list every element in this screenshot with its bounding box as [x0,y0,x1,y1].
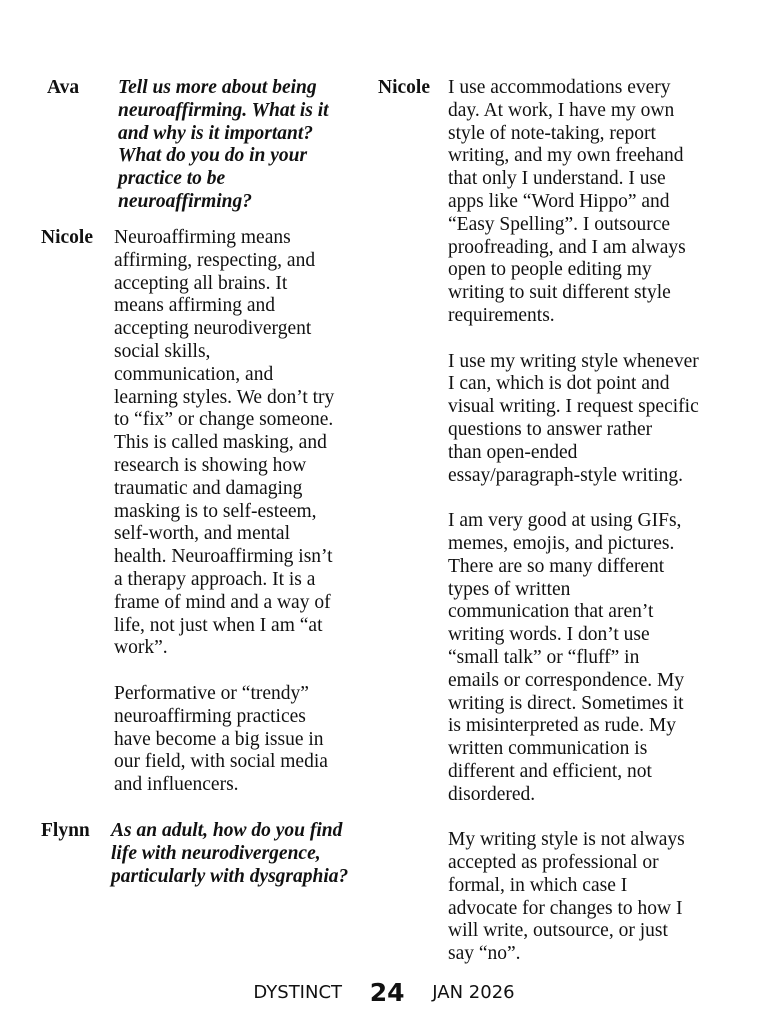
page-footer [0,978,768,1007]
publication-name: DYSTINCT [253,982,343,1003]
question-text: As an adult, how do you find life with neurodivergence, particularly with dysgraphia? [111,820,349,887]
page-number: 24 [369,978,405,1007]
speaker-name: Ava [47,77,80,98]
issue-date: JAN 2026 [432,982,515,1003]
speaker-name: Nicole [41,227,93,248]
speaker-name: Nicole [378,77,430,98]
answer-text: I use accommodations every day. At work, I have my own style of note-taking, report writing, and my own freehand that only I understand. I use apps like “Word Hippo” and “Easy Spelling”. I outsource proofreading, and I am always open to people editing my writing to suit different style requirements. I use my writing style whenever I can, which is dot point and visual writing. I request specific questions to answer rather than open-ended essay/paragraph-style writing. I am very good at using GIFs, memes, emojis, and pictures. There are so many different types of written communication that aren’t writing words. I don’t use “small talk” or “fluff” in emails or correspondence. My writing is direct. Sometimes it is misinterpreted as rude. My written communication is different and efficient, not disordered. My writing style is not always accepted as professional or formal, in which case I advocate for changes to how I will write, outsource, or just say “no”. [448,77,699,965]
question-text: Tell us more about being neuroaffirming. What is it and why is it important? What do you do in your practice to be neuroaffirming? [118,77,329,212]
speaker-name: Flynn [41,820,90,841]
answer-text: Neuroaffirming means affirming, respecting, and accepting all brains. It means affirming and accepting neurodivergent social skills, communication, and learning styles. We don’t try to “fix” or change someone. This is called masking, and research is showing how traumatic and damaging masking is to self-esteem, self-worth, and mental health. Neuroaffirming isn’t a therapy approach. It is a frame of mind and a way of life, not just when I am “at work”. Performative or “trendy” neuroaffirming practices have become a big issue in our field, with social media and influencers. [114,227,335,796]
